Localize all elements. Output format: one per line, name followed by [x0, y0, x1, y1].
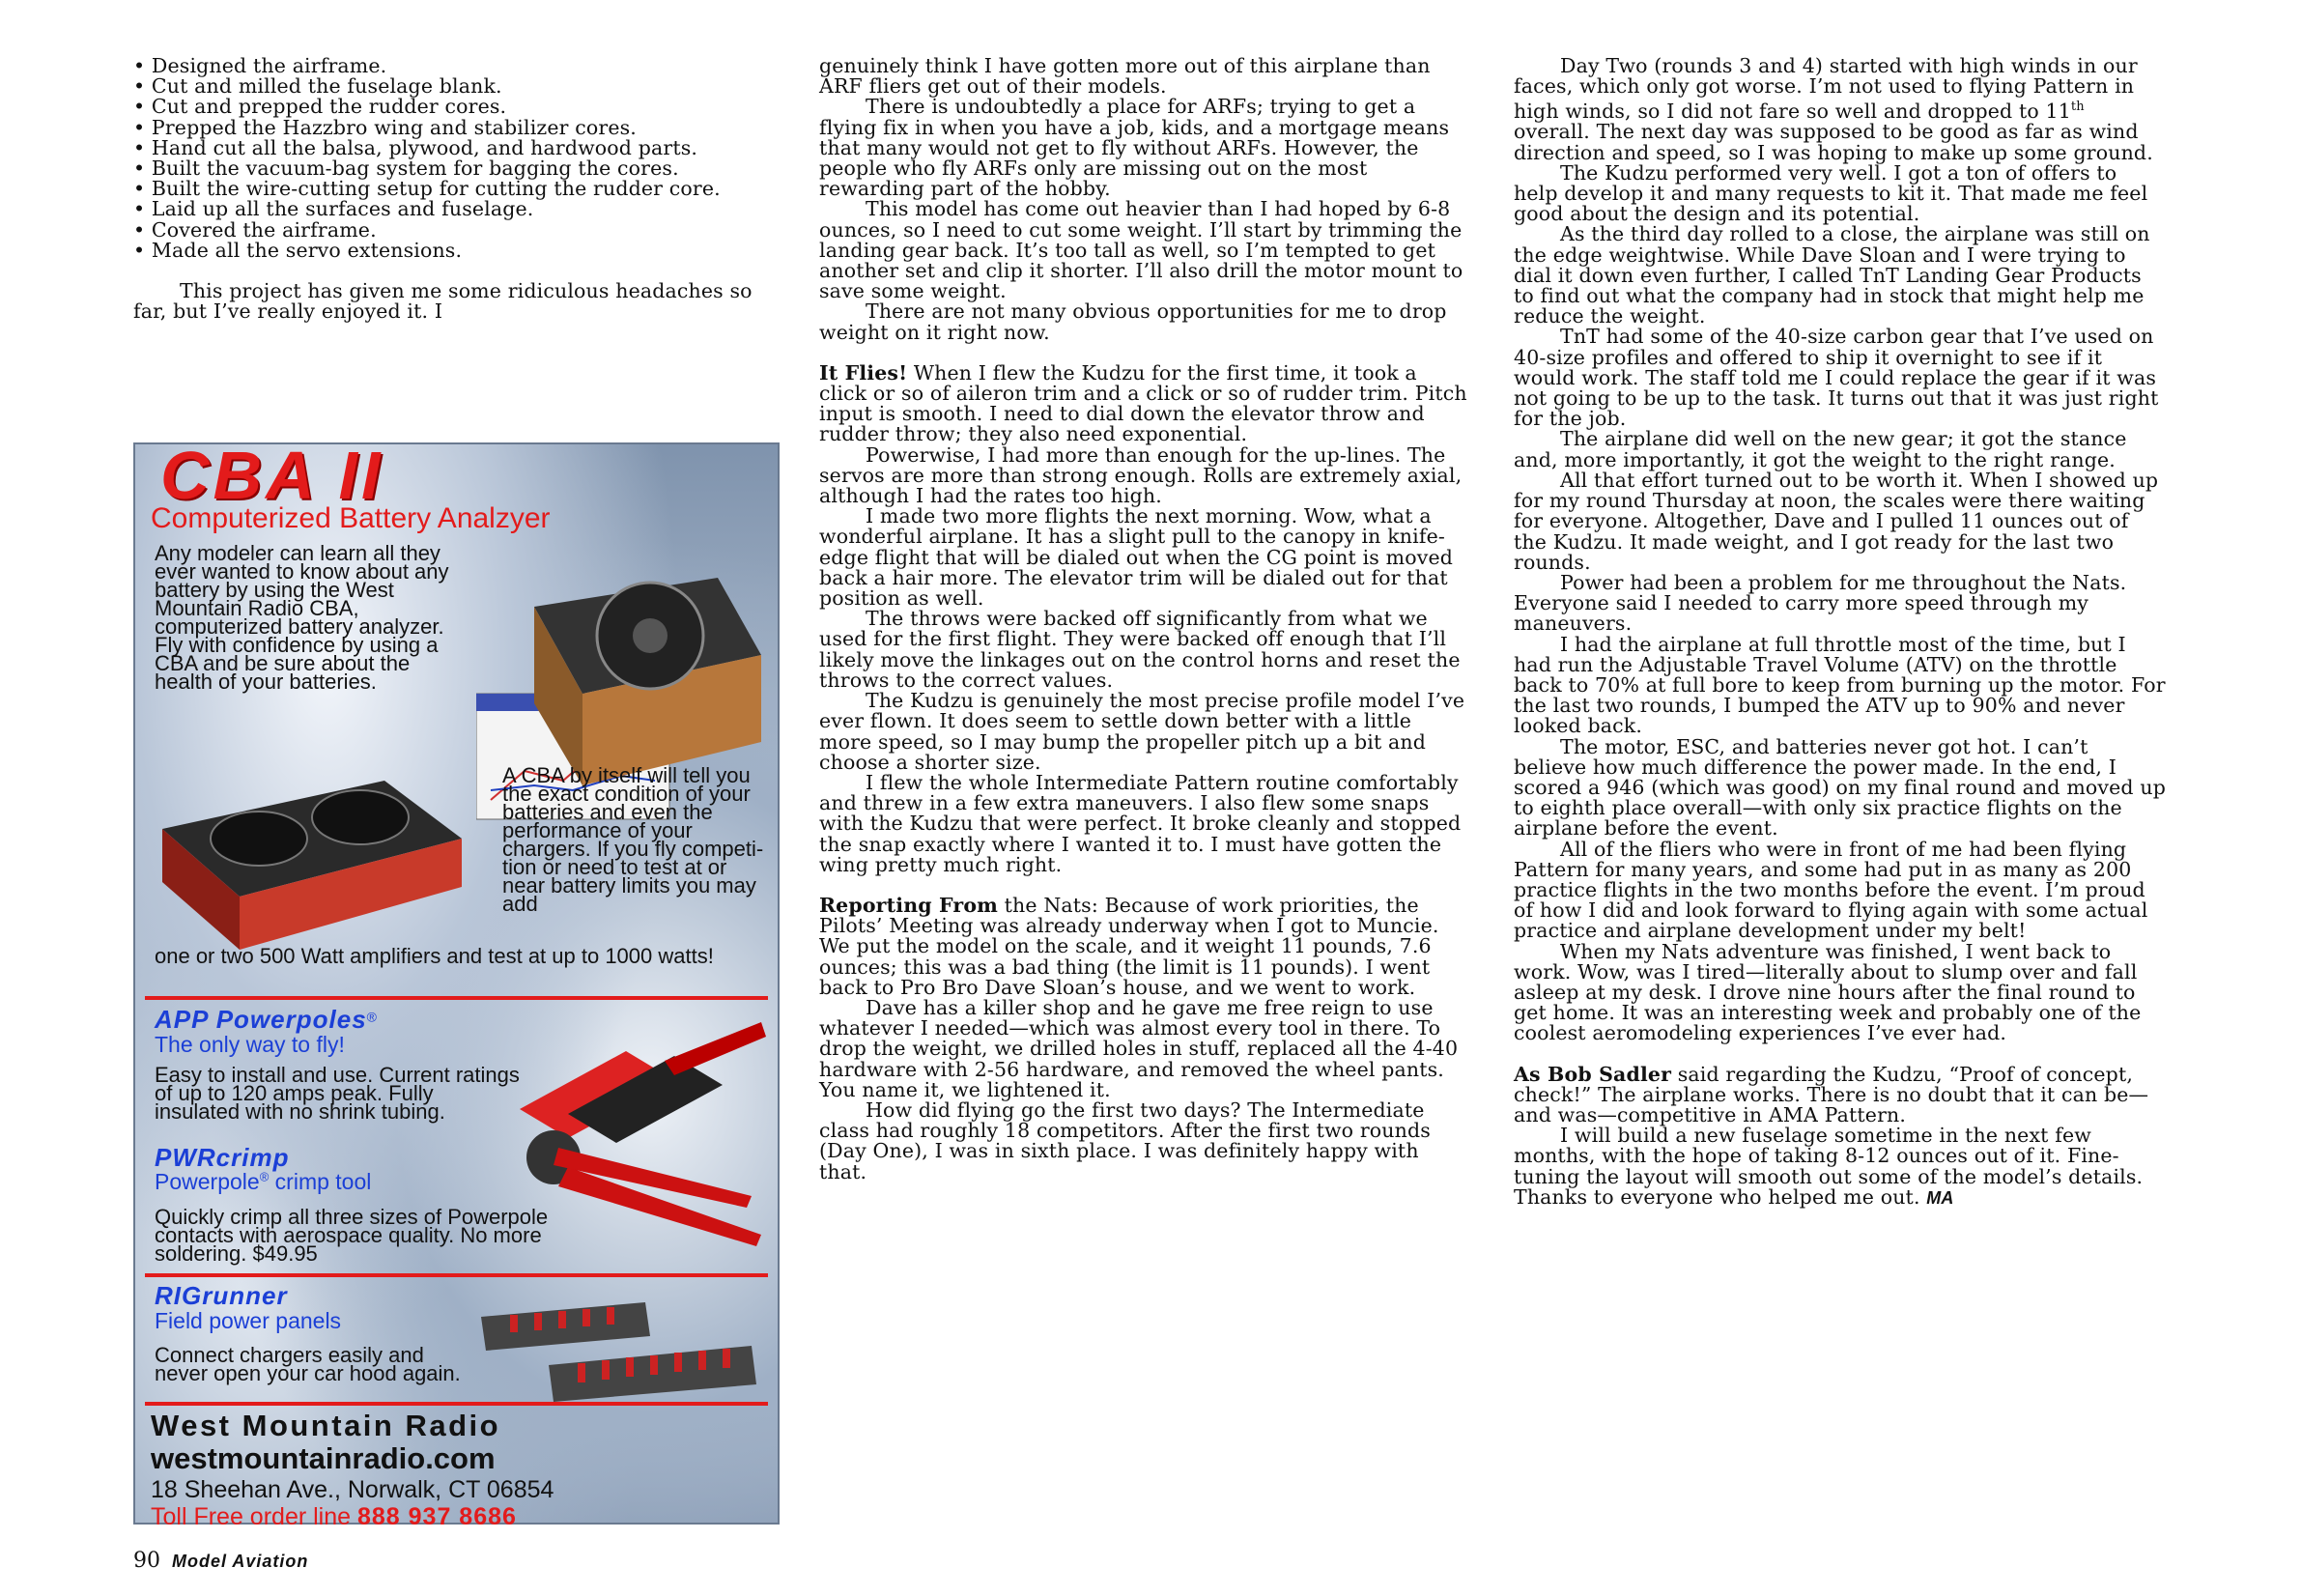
- end-mark: MA: [1926, 1187, 1954, 1208]
- rigrunner-tagline: Field power panels: [155, 1308, 342, 1333]
- divider: [145, 1402, 768, 1406]
- run-in-heading: Reporting From: [819, 893, 998, 917]
- paragraph: All that effort turned out to be worth it. When I showed up for my round Thursday at noon, the scales were there waiting for everyone. Altogether, Dave and I pulled 11 ounces out of the Kudzu. It made weight, and I got ready for the last two rounds.: [1514, 468, 2159, 574]
- advertisement: [133, 442, 780, 1525]
- paragraph: Reporting From the Nats: Because of work priorities, the Pilots’ Meeting was already underway when I got to Muncie. We put the model on the scale, and it weight 11 pounds, 7.6 ounces; this was a bad thing (the limit is 11 pounds). I went back to Pro Bro Dave Sloan’s house, and we went to work.: [819, 893, 1439, 999]
- paragraph: Powerwise, I had more than enough for the up-lines. The servos are more than strong enough. Rolls are extremely axial, although I had the rates too high.: [819, 442, 1463, 508]
- paragraph: TnT had some of the 40-size carbon gear that I’ve used on 40-size profiles and offered to ship it overnight to see if it would work. The staff told me I could replace the gear if it was not going to be up to the task. It turns out that it was just right for the job.: [1514, 325, 2159, 431]
- ad-mid-text-full: one or two 500 Watt amplifiers and test at up to 1000 watts!: [155, 944, 714, 968]
- bullet-item: • Made all the servo extensions.: [133, 238, 463, 262]
- bullet-item: • Hand cut all the balsa, plywood, and hardwood parts.: [133, 135, 698, 159]
- rigrunner-heading: RIGrunner: [155, 1281, 288, 1310]
- pwrcrimp-text: Quickly crimp all three sizes of Powerpole contacts with aerospace quality. No more soldering. $49.95: [155, 1205, 549, 1266]
- company-address: 18 Sheehan Ave., Norwalk, CT 06854: [151, 1476, 554, 1503]
- paragraph: The Kudzu performed very well. I got a ton of offers to help develop it and many requests to kit it. That made me feel good about the design and its potential.: [1514, 160, 2148, 226]
- app-powerpoles-heading: APP Powerpoles®: [155, 1005, 377, 1034]
- article-column-1: [133, 56, 756, 322]
- paragraph: genuinely think I have gotten more out of this airplane than ARF fliers get out of their models.: [819, 54, 1431, 99]
- ad-intro: Any modeler can learn all they ever wanted to know about any battery by using the West Mountain Radio CBA, computerized battery analyzer. Fly with confidence by using a CBA and be sure about the health of your batteries.: [155, 541, 449, 694]
- paragraph: Power had been a problem for me throughout the Nats. Everyone said I needed to carry more speed through my maneuvers.: [1514, 570, 2127, 636]
- page-number: 90: [133, 1549, 160, 1573]
- paragraph: I flew the whole Intermediate Pattern routine comfortably and threw in a few extra maneuvers. I also flew some snaps with the Kudzu that were perfect. It broke cleanly and stopped the snap exactly where I wanted it to. I must have gotten the wing pretty much right.: [819, 770, 1462, 876]
- toll-free-line: Toll Free order line 888 937 8686: [151, 1503, 517, 1525]
- twin-fan-analyzer-image: [153, 771, 471, 964]
- company-url: westmountainradio.com: [151, 1441, 496, 1475]
- paragraph: All of the fliers who were in front of me had been flying Pattern for many years, and some had put in as many as 200 practice flights in the two months before the event. I’m proud of how I did and look forward to flying again with some actual practice and airplane development under my belt!: [1514, 837, 2148, 943]
- paragraph: There is undoubtedly a place for ARFs; trying to get a flying fix in when you have a job, kids, and a mortgage means that many would not get to fly without ARFs. However, the people who fly ARFs only are missing out on the most rewarding part of the hobby.: [819, 95, 1450, 201]
- power-panels-image: [471, 1297, 761, 1404]
- bullet-item: • Cut and milled the fuselage blank.: [133, 74, 502, 99]
- article-column-2: [819, 56, 1468, 1183]
- app-text: Easy to install and use. Current ratings of up to 120 amps peak. Fully insulated with no shrink tubing.: [155, 1063, 520, 1124]
- bullet-item: • Laid up all the surfaces and fuselage.: [133, 197, 534, 221]
- ad-mid-text: A CBA by itself will tell you the exact condition of your batteries and even the performance of your chargers. If you fly competi- tion or need to test at or near battery limits you may add: [502, 763, 764, 916]
- bullet-item: • Cut and prepped the rudder cores.: [133, 95, 507, 119]
- run-in-heading: As Bob Sadler: [1514, 1062, 1672, 1086]
- magazine-name: Model Aviation: [172, 1552, 309, 1571]
- run-in-heading: It Flies!: [819, 360, 908, 385]
- pwrcrimp-tagline: Powerpole® crimp tool: [155, 1169, 372, 1194]
- paragraph: This project has given me some ridiculous headaches so far, but I’ve really enjoyed it. I: [133, 279, 753, 324]
- paragraph: I will build a new fuselage sometime in the next few months, with the hope of taking 8-12 ounces out of it. Fine-tuning the layout will smooth out some of the model’s details. Thanks to everyone who helped me out. MA: [1514, 1124, 2144, 1209]
- paragraph: I had the airplane at full throttle most of the time, but I had run the Adjustable Travel Volume (ATV) on the throttle back to 70% at full bore to keep from burning up the motor. For the last two rounds, I bumped the ATV up to 90% and never looked back.: [1514, 632, 2166, 738]
- paragraph: The airplane did well on the new gear; it got the stance and, more importantly, it got the weight to the right range.: [1514, 427, 2127, 471]
- paragraph: The motor, ESC, and batteries never got hot. I can’t believe how much difference the power made. In the end, I scored a 946 (which was good) on my final round and moved up to eighth place overall—with only six practice flights on the airplane before the event.: [1514, 734, 2166, 841]
- paragraph: The Kudzu is genuinely the most precise profile model I’ve ever flown. It does seem to settle down better with a little more speed, so I may bump the propeller pitch up a bit and choose a shorter size.: [819, 689, 1465, 774]
- bullet-item: • Built the vacuum-bag system for bagging the cores.: [133, 157, 679, 181]
- page-footer: [133, 1549, 308, 1573]
- pwrcrimp-heading: PWRcrimp: [155, 1143, 290, 1172]
- paragraph: It Flies! When I flew the Kudzu for the first time, it took a click or so of aileron trim and a click or so of rudder trim. Pitch input is smooth. I need to dial down the elevator throw and rudder throw; they also need exponential.: [819, 360, 1467, 446]
- paragraph: As the third day rolled to a close, the airplane was still on the edge weightwise. While Dave Sloan and I were trying to dial it down even further, I called TnT Landing Gear Products to find out what the company had in stock that might help me reduce the weight.: [1514, 222, 2150, 328]
- paragraph: Dave has a killer shop and he gave me free reign to use whatever I needed—which was almost every tool in there. To drop the weight, we drilled holes in stuff, replaced all the 4-40 hardware with 2-56 hardware, and removed the wheel pants. You name it, we lightened it.: [819, 995, 1459, 1101]
- bullet-item: • Covered the airframe.: [133, 217, 377, 242]
- article-column-3: [1514, 56, 2166, 1209]
- paragraph: Day Two (rounds 3 and 4) started with high winds in our faces, which only got worse. I’m not used to flying Pattern in high winds, so I did not fare so well and dropped to 11th overall. The next day was supposed to be good as far as wind direction and speed, so I was hoping to make up some ground.: [1514, 54, 2153, 164]
- divider: [145, 1273, 768, 1277]
- paragraph: When my Nats adventure was finished, I went back to work. Wow, was I tired—literally about to slump over and fall asleep at my desk. I drove nine hours after the final round to get home. It was an interesting week and probably one of the coolest aeromodeling experiences I’ve ever had.: [1514, 939, 2142, 1045]
- company-name: West Mountain Radio: [151, 1409, 501, 1442]
- divider: [145, 996, 768, 1000]
- paragraph: There are not many obvious opportunities for me to drop weight on it right now.: [819, 299, 1447, 344]
- bullet-item: • Designed the airframe.: [133, 54, 387, 77]
- bullet-item: • Built the wire-cutting setup for cutting the rudder core.: [133, 177, 721, 201]
- paragraph: This model has come out heavier than I had hoped by 6-8 ounces, so I need to cut some weight. I’ll start by trimming the landing gear back. It’s too tall as well, so I’m tempted to get another set and clip it shorter. I’ll also drill the motor mount to save some weight.: [819, 197, 1463, 303]
- paragraph: How did flying go the first two days? The Intermediate class had roughly 18 competitors. After the first two rounds (Day One), I was in sixth place. I was definitely happy with that.: [819, 1097, 1431, 1183]
- paragraph: The throws were backed off significantly from what we used for the first flight. They were backed off enough that I’ll likely move the linkages out on the control horns and reset the throws to the correct values.: [819, 607, 1461, 692]
- paragraph: As Bob Sadler said regarding the Kudzu, “Proof of concept, check!” The airplane works. There is no doubt that it can be—and was—competitive in AMA Pattern.: [1514, 1062, 2149, 1126]
- paragraph: I made two more flights the next morning. Wow, what a wonderful airplane. It has a slight pull to the canopy in knife-edge flight that will be dialed out when the CG point is moved back a hair more. The elevator trim will be dialed out for that position as well.: [819, 504, 1454, 611]
- ad-subtitle: Computerized Battery Analzyer: [151, 502, 551, 534]
- rigrunner-text: Connect chargers easily and never open your car hood again.: [155, 1343, 461, 1385]
- app-tagline: The only way to fly!: [155, 1032, 345, 1057]
- ad-title: CBA II: [160, 442, 384, 513]
- bullet-item: • Prepped the Hazzbro wing and stabilizer cores.: [133, 115, 637, 139]
